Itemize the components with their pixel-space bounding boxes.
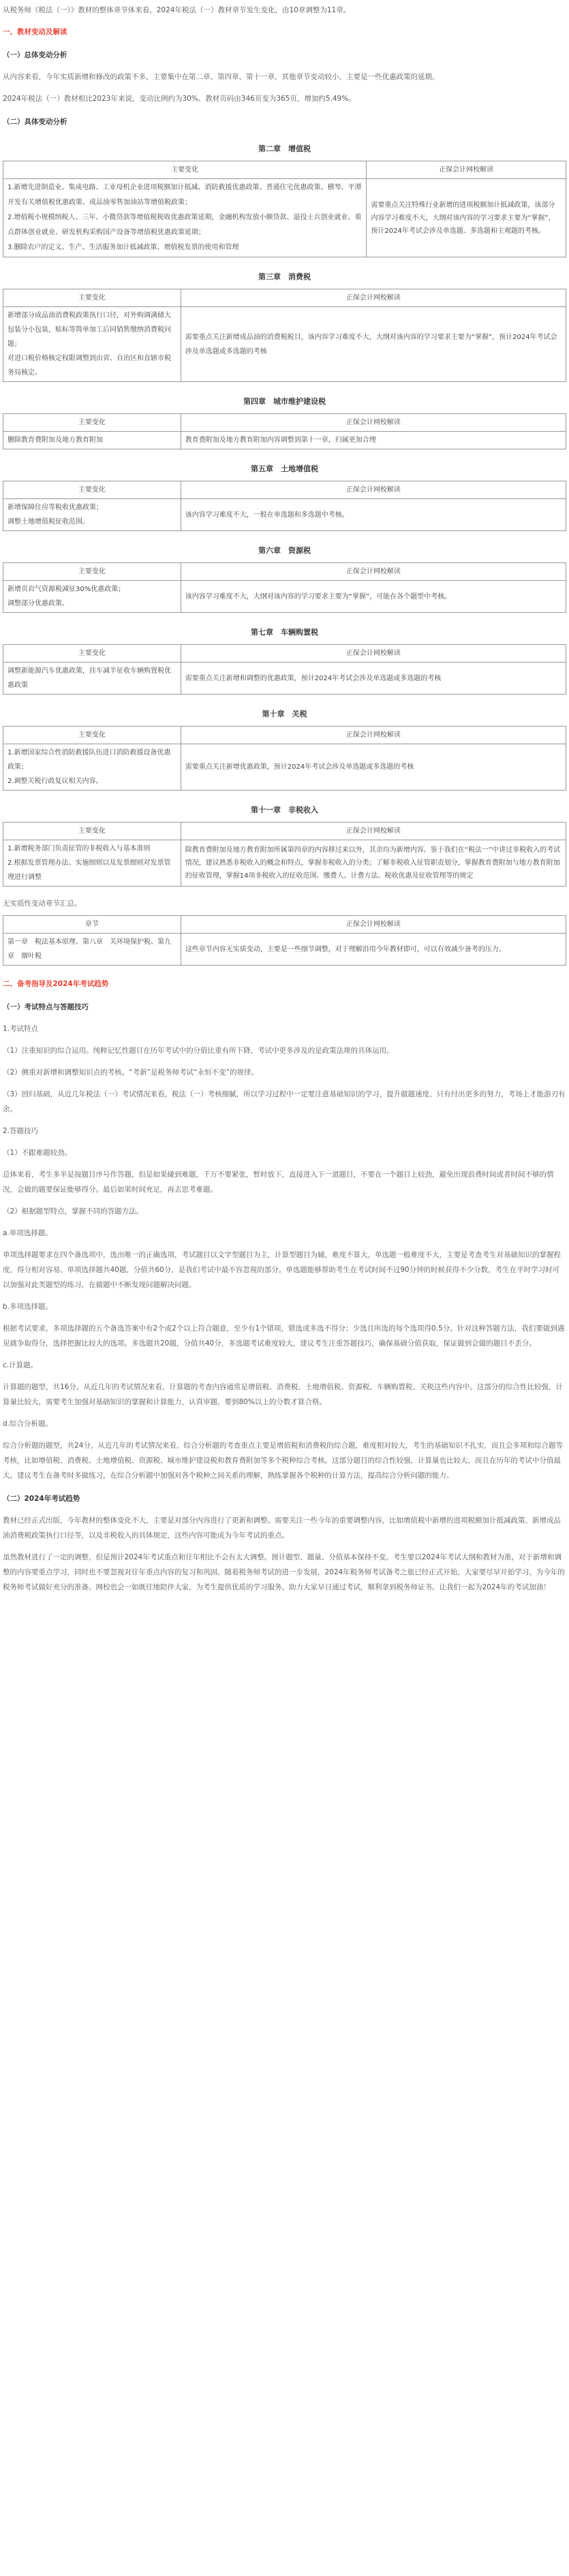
intro-text: 从税务师《税法（一）》教材的整体章节体来看，2024年税法（一）教材章节发生变化，由10章调整为11章。 — [3, 6, 351, 14]
change-table-ch4 — [3, 413, 566, 449]
table-header-main: 主要变化 — [3, 823, 181, 840]
subsection-title-detail: （二）具体变动分析 — [3, 118, 67, 126]
paragraph: 综合分析题的题型，共24分。从近几年的考试情况来看，综合分析题的考查重点主要是增值税和消费税的综合题，难度相对较大，考生的基础知识不扎实，而且会多项和综合题等考核，比如增值税、消费税、土地增值税、资源税、城市维护建设税和教育费附加等多个税种综合考核。这部分题目的综合性较强，计算量也比较大，而且在历年的考试中分值最大。建议考生在备考时多做练习，在综合分析题中加强对各个税种之间关系的理解，熟练掌握各个税种的计算方法，提高综合分析问题的能力。 — [3, 1442, 563, 1480]
change-table-ch5 — [3, 481, 566, 531]
comment-cell: 需要重点关注新增成品油的消费税税目，该内容学习难度不大，大纲对该内容的学习要求主要为“掌握”，预计2024年考试会涉及单选题或多选题的考核 — [181, 307, 566, 382]
table-row — [3, 432, 566, 449]
paragraph: 教材已经正式出版，今年教材的整体变化不大，主要是对部分内容进行了更新和调整。需要关注一些今年的重要调整内容，比如增值税中新增的进项税额加计抵减政策、新增成品油消费税政策执行口径等，以及非税收入的具体规定，这些内容可能成为今年考试的重点。 — [3, 1516, 561, 1540]
change-table-ch3 — [3, 289, 566, 382]
table-header-comment: 正保会计网校解读 — [367, 161, 566, 179]
table-header-comment: 正保会计网校解读 — [181, 414, 566, 432]
chapter-title: 第五章 土地增值税 — [251, 464, 318, 473]
table-header-comment: 正保会计网校解读 — [181, 289, 566, 307]
chapter-title: 第十一章 非税收入 — [251, 806, 318, 814]
table-row — [3, 934, 566, 966]
comment-cell: 需要重点关注特殊行业新增的进项税额加计抵减政策，该部分内容学习难度不大，大纲对该内容的学习要求主要为“掌握”，预计2024年考试会涉及单选题、多选题和主观题的考核。 — [367, 179, 566, 257]
section-title-2: 二、备考指导及2024年考试趋势 — [3, 980, 109, 988]
chapters-cell: 第一章 税法基本原理、第八章 关环境保护税、第九章 烟叶税 — [3, 934, 181, 966]
table-row — [3, 663, 566, 695]
comment-cell: 这些章节内容无实质变动，主要是一些细节调整，对于理解沿用今年教材即可，可以有效减少备考的压力。 — [181, 934, 566, 966]
table-header-main: 主要变化 — [3, 481, 181, 499]
comment-cell: 需要重点关注新增优惠政策，预计2024年考试会涉及单选题或多选题的考核 — [181, 744, 566, 791]
paragraph: a.单项选择题。 — [3, 1229, 52, 1237]
chapter-title: 第六章 资源税 — [258, 546, 311, 555]
paragraph: 虽然教材进行了一定的调整，但是预计2024年考试重点和往年相比不会有太大调整。预计题型、题量、分值基本保持不变。考生要以2024年考试大纲和教材为准，对于新增和调整的内容要重点学习，同时也不要忽视对往年重点内容的复习和巩固。随着税务师考试的进一步发展，2024年税务师考试备考之旅已经正式开始，大家要尽早开始学习，为今年的税务师考试做好充分的准备。网校也会一如既往地陪伴大家，为考生提供优质的学习服务，助力大家早日通过考试，顺利拿到税务师证书。让我们一起为2024年的考试加油！ — [3, 1553, 565, 1591]
comment-cell: 该内容学习难度不大，一般在单选题和多选题中考核。 — [181, 499, 566, 531]
chapter-title: 第七章 车辆购置税 — [251, 628, 318, 637]
paragraph: （3）回归基础，从近几年税法（一）考试情况来看，税法（一）考核细腻，所以学习过程中一定要注意基础知识的学习，提升做题速度，只有付出更多的努力，考场上才能游刃有余。 — [3, 1090, 566, 1113]
change-table-ch2 — [3, 161, 566, 257]
main-change-cell: 删除教育费附加及地方教育附加 — [3, 432, 181, 449]
paragraph: 从内容来看，今年实质新增和修改的政策不多，主要集中在第二章、第四章、第十一章，其他章节变动较小，主要是一些优惠政策的延期。 — [3, 73, 440, 81]
change-table-ch7 — [3, 644, 566, 695]
table-header-main: 主要变化 — [3, 289, 181, 307]
main-change-cell: 1.新增先进制造业、集成电路、工业母机企业进项税额加计抵减、消防救援优惠政策、普通住宅优惠政策、横琴、平潭开发有关增值税优惠政策、成品油零售加油站等增值税政策； 2.增值税小规模纳税人、三年、小微贷款等增值税税收优惠政策延期，金融机构发放小额贷款、退役士兵创业就业、重点群体创业就业、研发机构采购国产设备等增值税优惠政策延期； 3.删除农户的定义、生产、生活服务加计抵减政策、增值税发票的使用和管理 — [3, 179, 367, 257]
comment-cell: 教育费附加及地方教育附加内容调整到第十一章，归属更加合理 — [181, 432, 566, 449]
table-header-main: 主要变化 — [3, 645, 181, 663]
table-header-comment: 正保会计网校解读 — [181, 823, 566, 840]
comment-cell: 该内容学习难度不大，大纲对该内容的学习要求主要为“掌握”，可能在各个题型中考核。 — [181, 581, 566, 613]
main-change-cell: 新增页岩气资源税减征30%优惠政策； 调整部分优惠政策。 — [3, 581, 181, 613]
chapter-title: 第十章 关税 — [262, 710, 307, 718]
main-change-cell: 新增保障住房等税收优惠政策； 调整土地增值税征收范围。 — [3, 499, 181, 531]
paragraph: 无实质性变动章节汇总。 — [3, 900, 82, 908]
table-header-comment: 正保会计网校解读 — [181, 916, 566, 934]
comment-cell: 需要重点关注新增和调整的优惠政策，预计2024年考试会涉及单选题或多选题的考核 — [181, 663, 566, 695]
table-row — [3, 840, 566, 887]
paragraph: 单项选择题要求在四个备选项中，选出唯一的正确选项，考试题目以文字型题目为主，计算型题目为辅，难度不算大，单选题一般难度不大，主要是考查考生对基础知识的掌握程度，得分相对容易。单项选择题共40题，分值共60分，是我们考试中最不容忽视的部分。单选题能够帮助考生在考试时间不过90分钟的时候获得不少分数，考生在平时学习时可以加强对此类题型的练习，在做题中不断发现问题解决问题。 — [3, 1251, 561, 1289]
main-change-cell: 调整新能源汽车优惠政策，挂车减半征收车辆购置税优惠政策 — [3, 663, 181, 695]
main-change-cell: 1.新增国家综合性消防救援队伍进口消防救援设备优惠政策； 2.调整关税行政复议相关内容。 — [3, 744, 181, 791]
comment-cell: 除教育费附加及地方教育附加所属第四章的内容移过来以外，其余均为新增内容。鉴于我们在“税法一”中讲过非税收入的考试情况，建议熟悉非税收入的概念和特点，掌握非税收入的分类；了解非税收入征管职责划分，掌握教育费附加与地方教育附加的征收管理，掌握14项非税收入的征收范围、缴费人、计费方法、税收优惠及征收管理等的规定 — [181, 840, 566, 887]
table-row — [3, 581, 566, 613]
change-table-ch10 — [3, 726, 566, 791]
main-change-cell: 1.新增税务部门负责征管的非税收入与基本准则 2.根据发票管理办法、实施细则以及发票细则对发票管理进行调整 — [3, 840, 181, 887]
table-header-main: 主要变化 — [3, 727, 181, 744]
table-header-comment: 正保会计网校解读 — [181, 645, 566, 663]
table-header-comment: 正保会计网校解读 — [181, 727, 566, 744]
paragraph: （1）不跟难题较劲。 — [3, 1149, 72, 1157]
subsection-title-trend: （二）2024年考试趋势 — [3, 1495, 80, 1503]
paragraph: 总体来看，考生多半是按题目序号作答题，但是如果碰到难题，千万不要紧张，暂时放下，直接进入下一道题目，不要在一个题目上较劲，避免出现浪费时间或者时间不够的情况，会做的题要保证能够得分。最后如果时间充足，再去思考难题。 — [3, 1171, 554, 1194]
no-change-table — [3, 915, 566, 966]
paragraph: d.综合分析题。 — [3, 1420, 53, 1428]
table-header-main: 主要变化 — [3, 161, 367, 179]
article — [0, 3, 569, 1608]
table-row — [3, 499, 566, 531]
table-header-main: 主要变化 — [3, 563, 181, 581]
paragraph: 1.考试特点 — [3, 1025, 39, 1033]
paragraph: 2024年税法（一）教材相比2023年来说，变动比例约为30%。教材页码由346页变为365页，增加约5.49%。 — [3, 95, 356, 103]
paragraph: 根据考试要求，多项选择题的五个备选答案中有2个或2个以上符合题意，至少有1个错项，错选或多选不得分；少选且所选的每个选项得0.5分。针对这种答题方法，我们要做到遇见就争取得分，选择把握比较大的选项。多选题共20题，分值共40分，多选题考试难度较大，建议考生注重答题技巧，确保基础分值获取，保证做到会做的题目不丢分。 — [3, 1324, 565, 1348]
main-change-cell: 新增部分成品油消费税政策执行口径，对外购调满储大包装分小包装，贴标等简单加工后同销售缴纳消费税问题； 对进口税价格核定权限调整到由省、自治区和直辖市税务局核定。 — [3, 307, 181, 382]
subsection-title-exam-features: （一）考试特点与答题技巧 — [3, 1003, 89, 1011]
table-header-comment: 正保会计网校解读 — [181, 563, 566, 581]
table-row — [3, 179, 566, 257]
table-header-comment: 正保会计网校解读 — [181, 481, 566, 499]
change-table-ch11 — [3, 822, 566, 887]
subsection-title-overall: （一）总体变动分析 — [3, 51, 67, 59]
table-header-main: 主要变化 — [3, 414, 181, 432]
table-header-chapter: 章节 — [3, 916, 181, 934]
paragraph: c.计算题。 — [3, 1361, 38, 1369]
paragraph: 计算题的题型，共16分。从近几年的考试情况来看，计算题的考查内容通常是增值税、消费税、土地增值税、资源税、车辆购置税、关税这些内容中。这部分的综合性比较强，计算量比较大，需要考生加强对基础知识的掌握和计算能力，认真审题，要到80%以上的分数才算合格。 — [3, 1383, 563, 1406]
table-row — [3, 744, 566, 791]
table-row — [3, 307, 566, 382]
chapter-title: 第四章 城市维护建设税 — [243, 397, 326, 406]
change-table-ch6 — [3, 562, 566, 613]
paragraph: （2）根据题型特点，掌握不同的答题方法。 — [3, 1207, 144, 1215]
paragraph: （1）注重知识的综合运用。纯粹记忆性题目在历年考试中的分值比重有所下降，考试中更多涉及的是政策法规的具体运用。 — [3, 1047, 394, 1055]
chapter-title: 第二章 增值税 — [258, 144, 311, 153]
paragraph: b.多项选择题。 — [3, 1303, 53, 1311]
section-title-1: 一、教材变动及解读 — [3, 28, 67, 36]
chapter-title: 第三章 消费税 — [258, 272, 311, 281]
paragraph: （2）侧重对新增和调整知识点的考核。“考新”是税务师考试“永恒不变”的规律。 — [3, 1068, 258, 1077]
paragraph: 2.答题技巧 — [3, 1127, 39, 1135]
